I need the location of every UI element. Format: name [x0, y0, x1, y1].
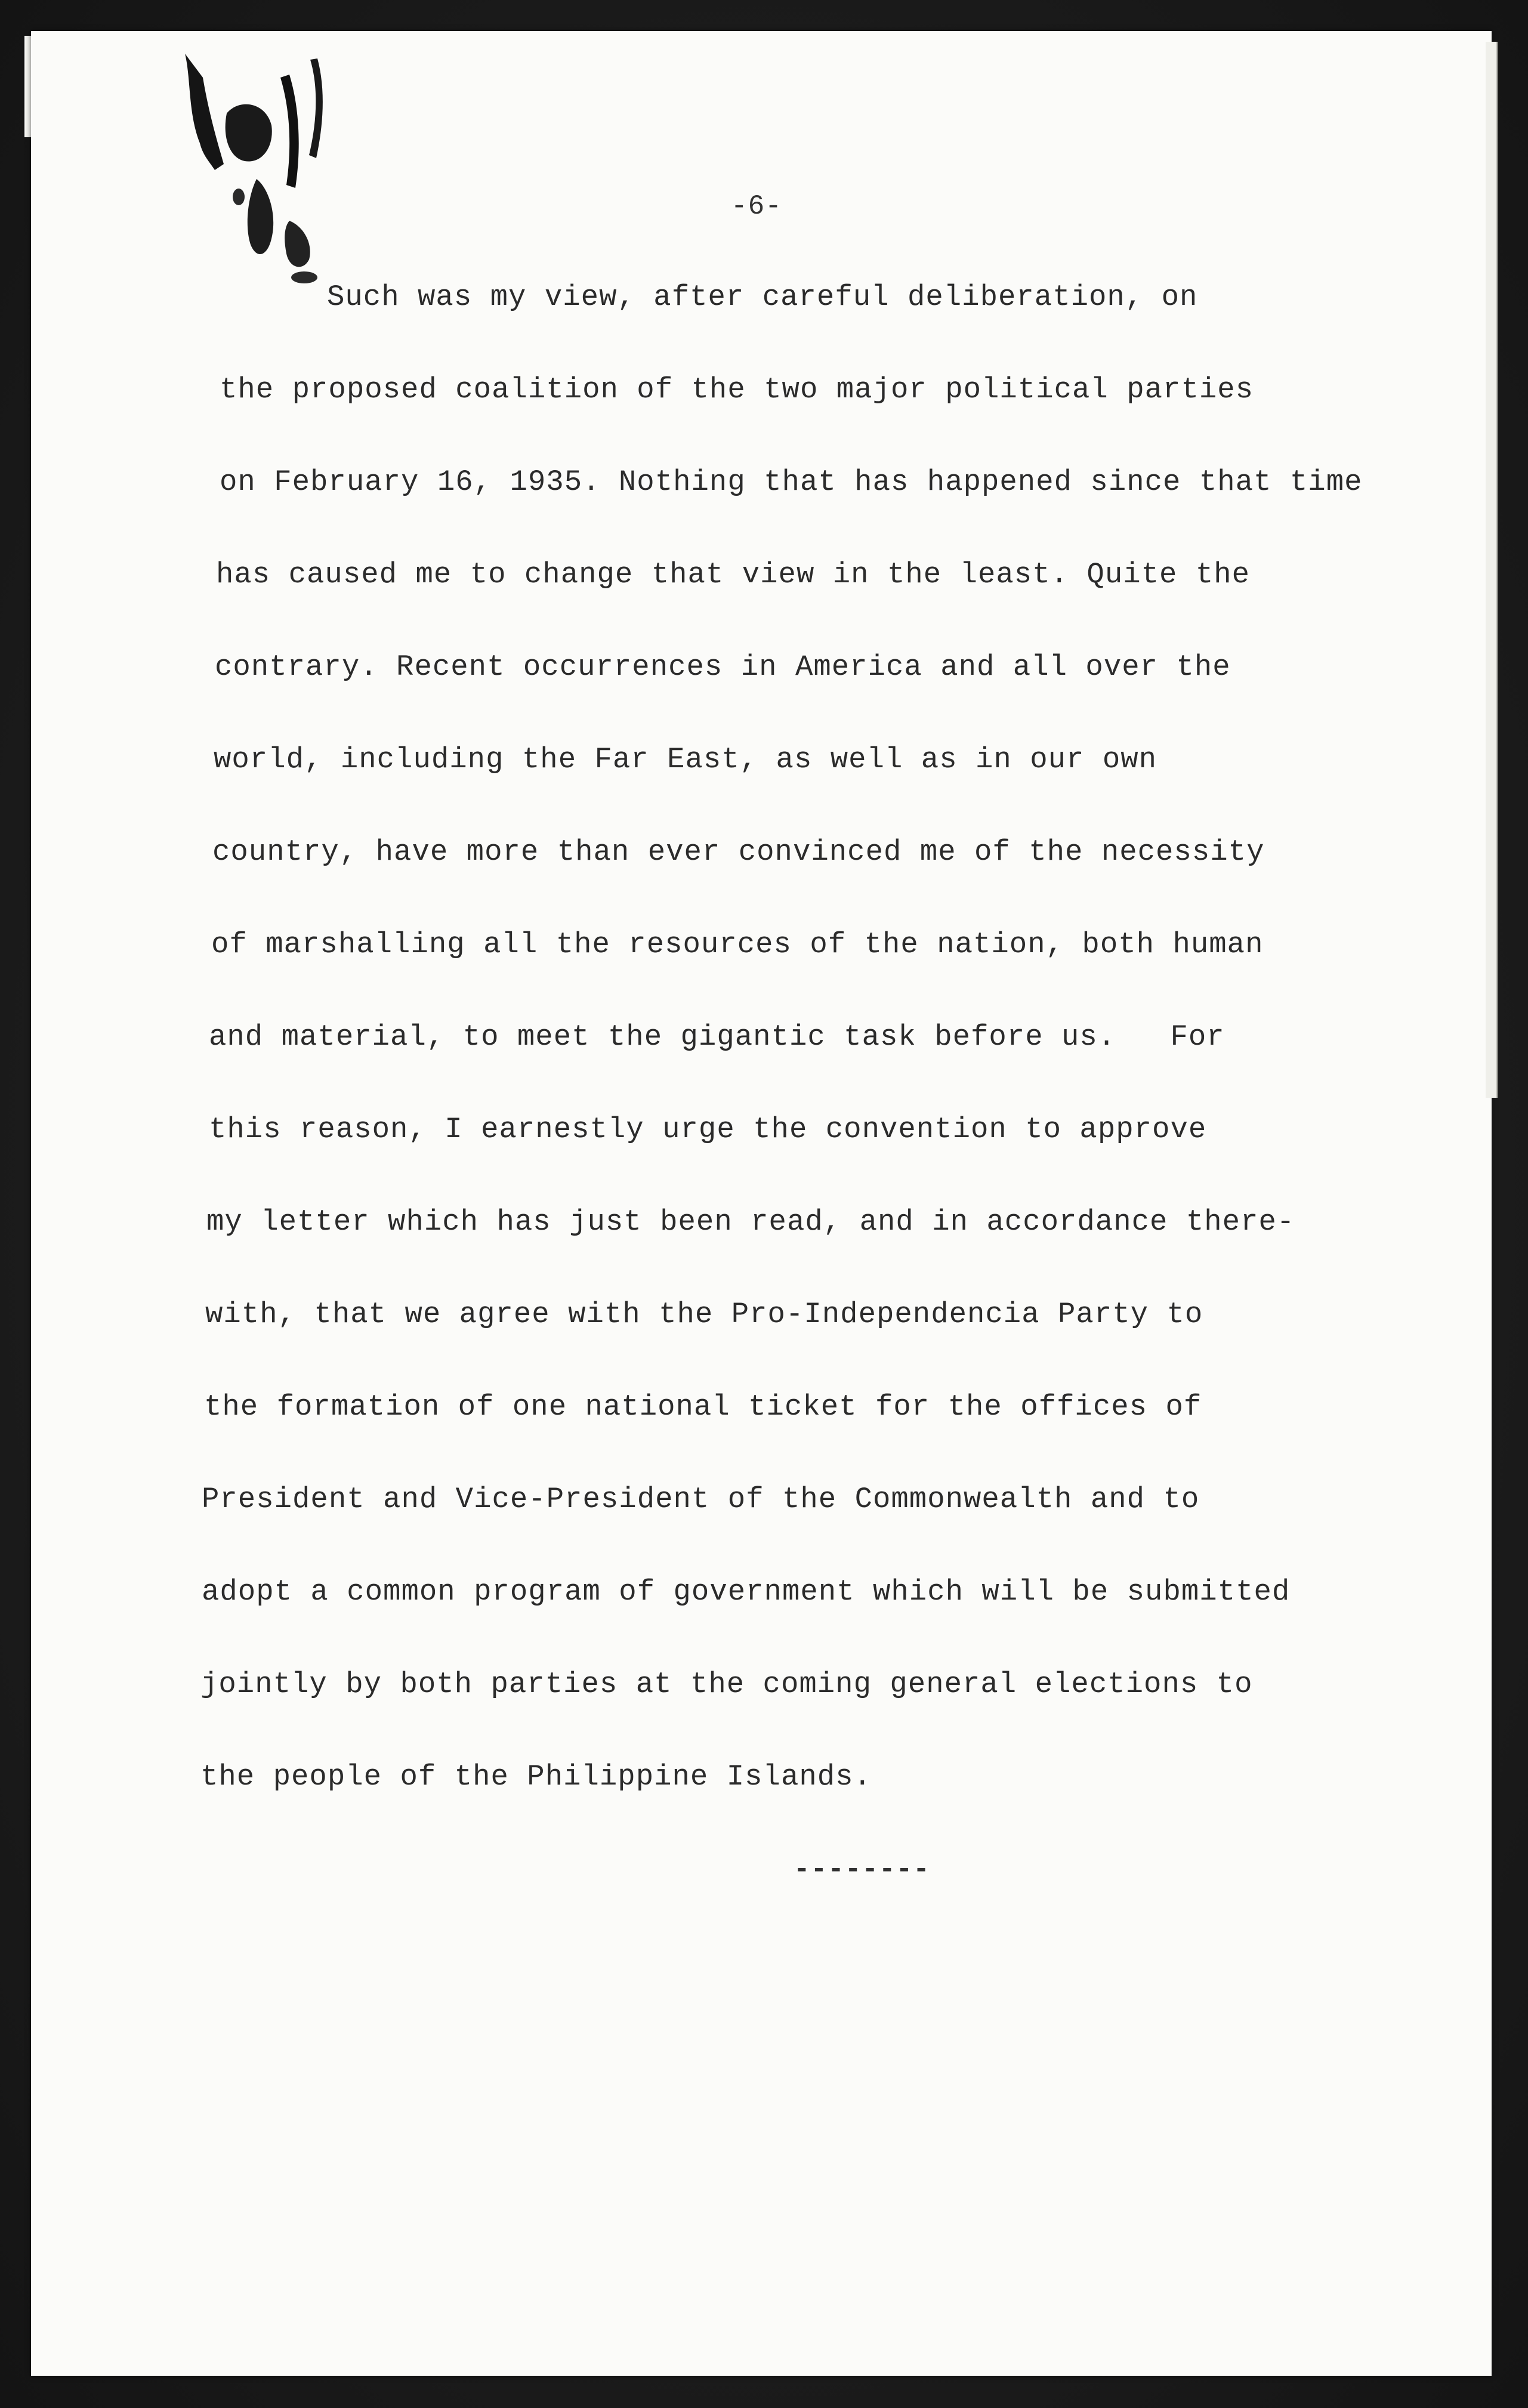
text-line: contrary. Recent occurrences in America and all over the — [215, 650, 1231, 684]
text-line: with, that we agree with the Pro-Independencia Party to — [205, 1298, 1203, 1331]
text-line: on February 16, 1935. Nothing that has happened since that time — [220, 465, 1363, 499]
text-line: adopt a common program of government which will be submitted — [202, 1575, 1291, 1609]
text-line: the proposed coalition of the two major political parties — [220, 373, 1254, 406]
ink-stain — [167, 42, 382, 292]
page-number: -6- — [731, 191, 782, 222]
text-line: my letter which has just been read, and in accordance there- — [206, 1205, 1295, 1239]
text-line: Such was my view, after careful deliberation, on — [327, 280, 1198, 314]
page-edge — [1486, 42, 1498, 1098]
text-line: has caused me to change that view in the least. Quite the — [216, 558, 1251, 591]
text-line: of marshalling all the resources of the nation, both human — [211, 928, 1264, 961]
text-line: the people of the Philippine Islands. — [200, 1760, 872, 1793]
text-line: country, have more than ever convinced me of the necessity — [212, 835, 1265, 869]
text-line: the formation of one national ticket for the offices of — [204, 1390, 1202, 1424]
text-line: President and Vice-President of the Commonwealth and to — [202, 1483, 1200, 1516]
text-line: jointly by both parties at the coming general elections to — [200, 1668, 1253, 1701]
text-line: world, including the Far East, as well as in our own — [214, 743, 1157, 776]
text-line: this reason, I earnestly urge the convention to approve — [209, 1113, 1207, 1146]
text-line: and material, to meet the gigantic task before us. For — [209, 1020, 1225, 1054]
end-rule: -------- — [794, 1854, 930, 1885]
